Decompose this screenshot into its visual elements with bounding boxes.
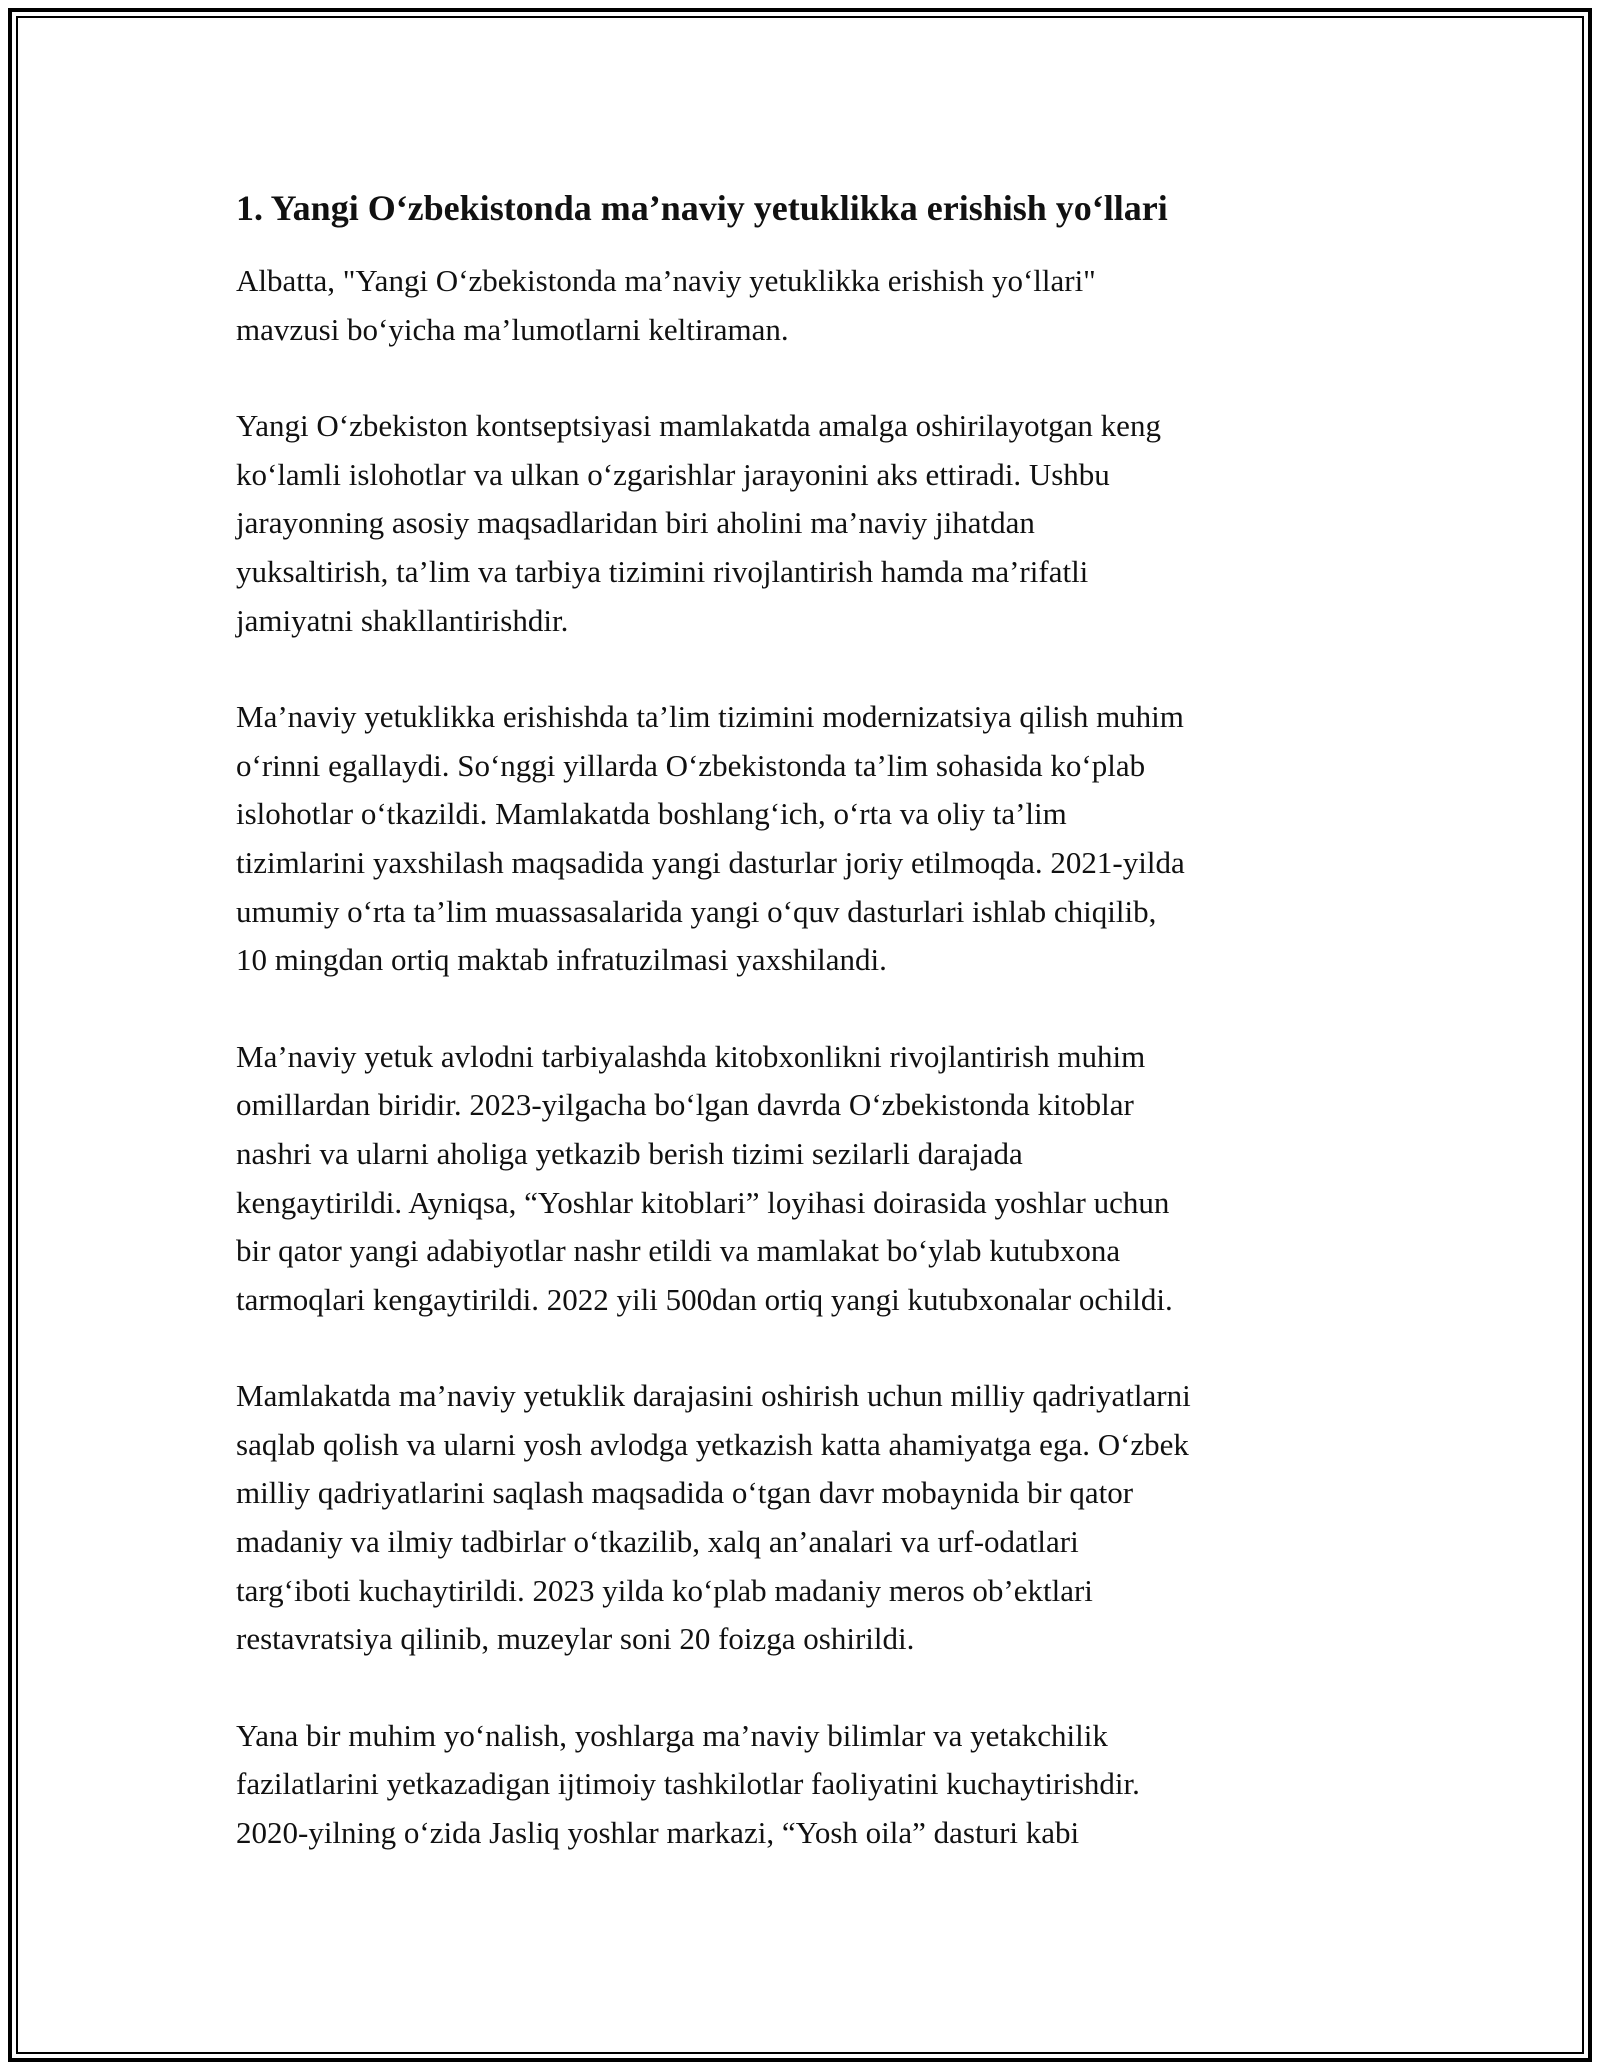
paragraph-intro: Albatta, "Yangi O‘zbekistonda ma’naviy yetuklikka erishish yo‘llari" mavzusi bo‘yicha ma’lumotlarni keltiraman. [236, 263, 1096, 347]
paragraph-reading: Ma’naviy yetuk avlodni tarbiyalashda kitobxonlikni rivojlantirish muhim omillardan biridir. 2023-yilgacha bo‘lgan davrda O‘zbekistonda kitoblar nashri va ularni aholiga yetkazib berish tizimi sezilarli darajada kengaytirildi. Ayniqsa, “Yoshlar kitoblari” loyihasi doirasida yoshlar uchun bir qator yangi adabiyotlar nashr etildi va mamlakat bo‘ylab kutubxona tarmoqlari kengaytirildi. 2022 yili 500dan ortiq yangi kutubxonalar ochildi. [236, 1038, 1173, 1317]
paragraph-education: Ma’naviy yetuklikka erishishda ta’lim tizimini modernizatsiya qilish muhim o‘rinni egallaydi. So‘nggi yillarda O‘zbekistonda ta’lim sohasida ko‘plab islohotlar o‘tkazildi. Mamlakatda boshlang‘ich, o‘rta va oliy ta’lim tizimlarini yaxshilash maqsadida yangi dasturlar joriy etilmoqda. 2021-yilda umumiy o‘rta ta’lim muassasalarida yangi o‘quv dasturlari ishlab chiqilib, 10 mingdan ortiq maktab infratuzilmasi yaxshilandi. [236, 699, 1185, 978]
section-heading: 1. Yangi O‘zbekistonda ma’naviy yetuklikka erishish yo‘llari [236, 188, 1168, 228]
paragraph-values: Mamlakatda ma’naviy yetuklik darajasini oshirish uchun milliy qadriyatlarni saqlab qolish va ularni yosh avlodga yetkazish katta ahamiyatga ega. O‘zbek milliy qadriyatlarini saqlash maqsadida o‘tgan davr mobaynida bir qator madaniy va ilmiy tadbirlar o‘tkazilib, xalq an’analari va urf-odatlari targ‘iboti kuchaytirildi. 2023 yilda ko‘plab madaniy meros ob’ektlari restavratsiya qilinib, muzeylar soni 20 foizga oshirildi. [236, 1378, 1191, 1657]
paragraph-youth: Yana bir muhim yo‘nalish, yoshlarga ma’naviy bilimlar va yetakchilik fazilatlarini yetkazadigan ijtimoiy tashkilotlar faoliyatini kuchaytirishdir. 2020-yilning o‘zida Jasliq yoshlar markazi, “Yosh oila” dasturi kabi [236, 1717, 1140, 1851]
paragraph-concept: Yangi O‘zbekiston kontseptsiyasi mamlakatda amalga oshirilayotgan keng ko‘lamli islohotlar va ulkan o‘zgarishlar jarayonini aks ettiradi. Ushbu jarayonning asosiy maqsadlaridan biri aholini ma’naviy jihatdan yuksaltirish, ta’lim va tarbiya tizimini rivojlantirish hamda ma’rifatli jamiyatni shakllantirishdir. [236, 408, 1161, 638]
document-body [236, 185, 1386, 1906]
